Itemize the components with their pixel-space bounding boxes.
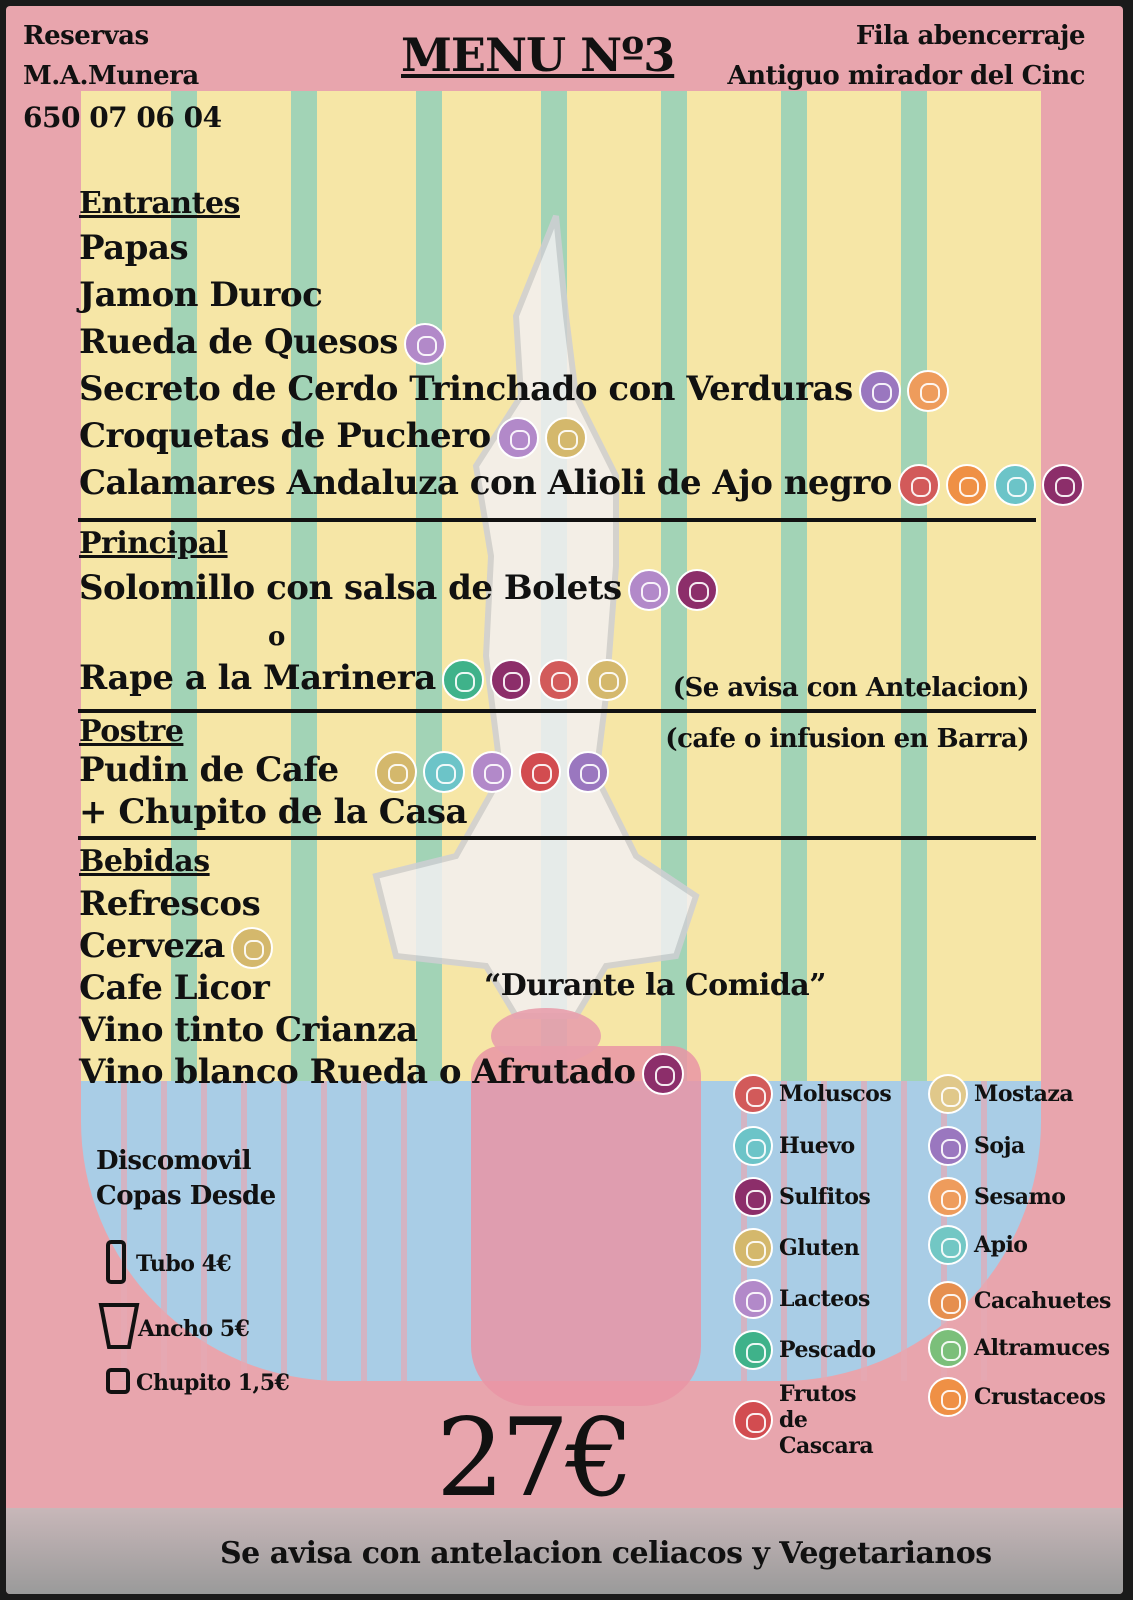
egg-icon bbox=[994, 464, 1036, 506]
drink-item: Cerveza bbox=[79, 926, 225, 966]
menu-item: Croquetas de Puchero bbox=[79, 416, 491, 456]
sesame-icon bbox=[907, 370, 949, 412]
divider bbox=[78, 709, 1036, 713]
celery-icon bbox=[928, 1225, 968, 1265]
crab-icon bbox=[946, 464, 988, 506]
section-postre: Postre bbox=[79, 714, 184, 749]
egg-icon bbox=[733, 1126, 773, 1166]
legend-moluscos: Moluscos bbox=[733, 1074, 891, 1114]
green-stripe bbox=[781, 91, 807, 1081]
advance-notice: (Se avisa con Antelacion) bbox=[672, 673, 1029, 703]
fish-icon bbox=[442, 659, 484, 701]
wheat-icon bbox=[733, 1228, 773, 1268]
legend-huevo: Huevo bbox=[733, 1126, 855, 1166]
legend-sulfitos: Sulfitos bbox=[733, 1177, 870, 1217]
legend-pescado: Pescado bbox=[733, 1330, 876, 1370]
wheat-icon bbox=[231, 927, 273, 969]
nut-icon bbox=[733, 1400, 773, 1440]
mustard-icon bbox=[928, 1074, 968, 1114]
coffee-note: (cafe o infusion en Barra) bbox=[665, 724, 1029, 754]
tube-glass-icon bbox=[106, 1240, 126, 1284]
milk-icon bbox=[471, 751, 513, 793]
discomovil-label: Discomovil bbox=[96, 1146, 251, 1176]
milk-icon bbox=[497, 417, 539, 459]
menu-item: Jamon Duroc bbox=[79, 275, 323, 315]
nut-icon bbox=[519, 751, 561, 793]
legend-sesamo: Sesamo bbox=[928, 1177, 1065, 1217]
fish-icon bbox=[733, 1330, 773, 1370]
location-line-2: Antiguo mirador del Cinc bbox=[727, 61, 1085, 91]
menu-item: Secreto de Cerdo Trinchado con Verduras bbox=[79, 369, 853, 409]
tubo-price: Tubo 4€ bbox=[136, 1251, 232, 1277]
pink-stripe bbox=[901, 1081, 907, 1381]
legend-frutos: Frutos de Cascara bbox=[733, 1381, 889, 1459]
chupito-price: Chupito 1,5€ bbox=[136, 1370, 290, 1396]
legend-mostaza: Mostaza bbox=[928, 1074, 1073, 1114]
legend-lacteos: Lacteos bbox=[733, 1279, 870, 1319]
egg-icon bbox=[423, 751, 465, 793]
green-stripe bbox=[901, 91, 927, 1081]
wheat-icon bbox=[586, 659, 628, 701]
phone-number: 650 07 06 04 bbox=[23, 101, 222, 134]
wheat-icon bbox=[545, 417, 587, 459]
sulfite-icon bbox=[676, 569, 718, 611]
milk-icon bbox=[733, 1279, 773, 1319]
sulfite-icon bbox=[642, 1053, 684, 1095]
menu-item: Papas bbox=[79, 228, 189, 268]
statue-silhouette bbox=[316, 136, 736, 1306]
section-principal: Principal bbox=[79, 526, 228, 561]
drink-item: Cafe Licor bbox=[79, 968, 270, 1008]
soy-icon bbox=[928, 1126, 968, 1166]
shell-icon bbox=[898, 464, 940, 506]
lupin-icon bbox=[928, 1328, 968, 1368]
section-entrantes: Entrantes bbox=[79, 186, 240, 221]
legend-soja: Soja bbox=[928, 1126, 1025, 1166]
menu-item: Rueda de Quesos bbox=[79, 322, 398, 362]
section-bebidas: Bebidas bbox=[79, 844, 210, 879]
drink-item: Refrescos bbox=[79, 884, 261, 924]
menu-price: 27€ bbox=[436, 1396, 631, 1521]
ancho-price: Ancho 5€ bbox=[138, 1316, 250, 1342]
milk-icon bbox=[404, 323, 446, 365]
pink-stripe bbox=[281, 1081, 287, 1381]
menu-item: Rape a la Marinera bbox=[79, 658, 436, 698]
milk-icon bbox=[628, 569, 670, 611]
drink-item: Vino tinto Crianza bbox=[79, 1010, 418, 1050]
crab-icon bbox=[928, 1377, 968, 1417]
sulfite-icon bbox=[490, 659, 532, 701]
location-line-1: Fila abencerraje bbox=[855, 21, 1085, 51]
page-title: MENU Nº3 bbox=[401, 28, 675, 82]
menu-item: Calamares Andaluza con Alioli de Ajo negro bbox=[79, 463, 892, 503]
shell-icon bbox=[538, 659, 580, 701]
legend-cacahuetes: Cacahuetes bbox=[928, 1281, 1111, 1321]
copas-label: Copas Desde bbox=[96, 1181, 276, 1211]
shell-icon bbox=[733, 1074, 773, 1114]
wide-glass-icon bbox=[98, 1302, 140, 1350]
contact-name: M.A.Munera bbox=[23, 61, 199, 91]
legend-apio: Apio bbox=[928, 1225, 1027, 1265]
sesame-icon bbox=[928, 1177, 968, 1217]
wheat-icon bbox=[375, 751, 417, 793]
legend-altramuces: Altramuces bbox=[928, 1328, 1110, 1368]
peanut-icon bbox=[928, 1281, 968, 1321]
legend-gluten: Gluten bbox=[733, 1228, 859, 1268]
soy-icon bbox=[859, 370, 901, 412]
menu-page bbox=[6, 6, 1123, 1594]
shot-glass-icon bbox=[106, 1368, 130, 1394]
sulfite-icon bbox=[733, 1177, 773, 1217]
reservas-label: Reservas bbox=[23, 21, 149, 51]
divider bbox=[78, 518, 1036, 522]
footer-note: Se avisa con antelacion celiacos y Vegetarianos bbox=[220, 1536, 992, 1571]
menu-item: Pudin de Cafe bbox=[79, 750, 339, 790]
divider bbox=[78, 836, 1036, 840]
during-meal-note: “Durante la Comida” bbox=[484, 968, 827, 1003]
soy-icon bbox=[567, 751, 609, 793]
menu-item: Solomillo con salsa de Bolets bbox=[79, 568, 622, 608]
or-connector: o bbox=[268, 622, 285, 652]
drink-item: Vino blanco Rueda o Afrutado bbox=[79, 1052, 636, 1092]
sulfite-icon bbox=[1042, 464, 1084, 506]
legend-crustaceos: Crustaceos bbox=[928, 1377, 1105, 1417]
menu-item: + Chupito de la Casa bbox=[79, 792, 468, 832]
